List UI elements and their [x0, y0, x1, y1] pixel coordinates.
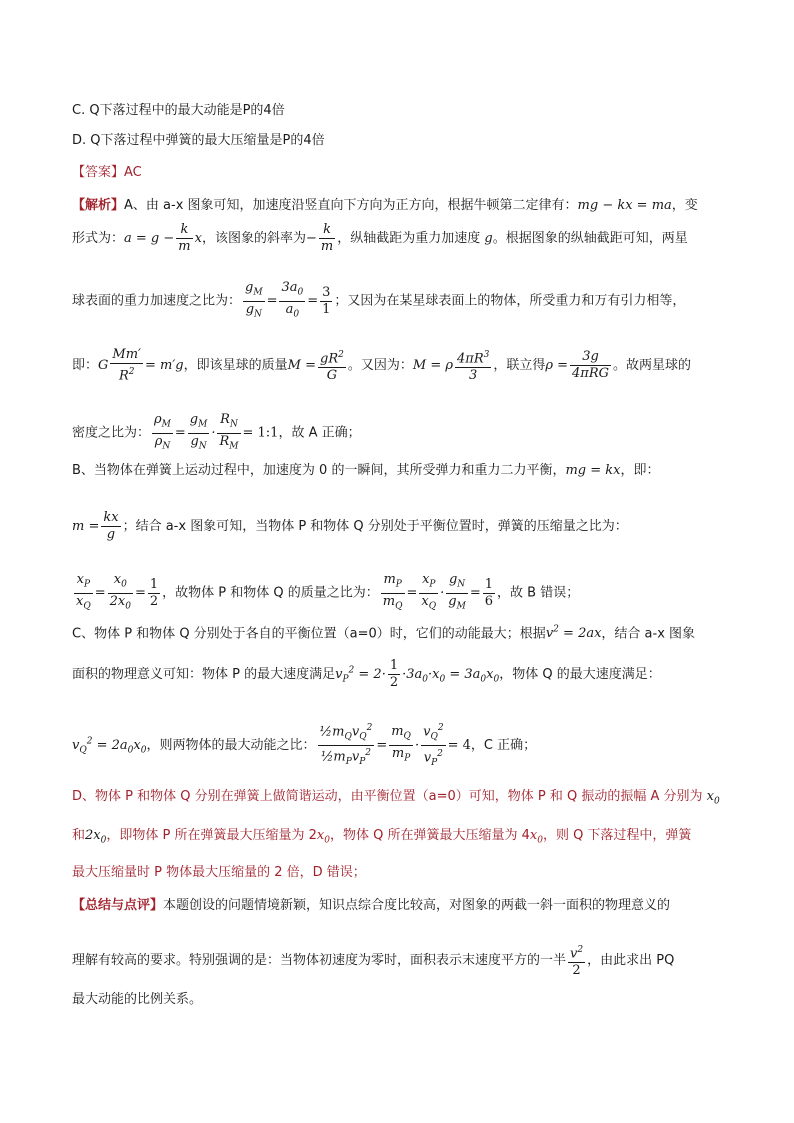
option-c: C. Q下落过程中的最大动能是P的4倍	[72, 103, 285, 118]
analysis-c-line-1: C、物体 P 和物体 Q 分别处于各自的平衡位置（a=0）时，它们的动能最大；根据$v^2 = 2ax$，结合 a-x 图象	[72, 625, 696, 642]
summary-line-2: 理解有较高的要求。特别强调的是：当物体初速度为零时，面积表示末速度平方的一半 $\frac{v^2}{2}$ ，由此求出 PQ	[72, 942, 724, 979]
analysis-label: 【解析】	[72, 198, 125, 213]
summary-line-3: 最大动能的比例关系。	[72, 992, 203, 1007]
analysis-b-line-3: $\frac{x_P}{x_Q}$ = $\frac{x_0}{2x_0}$ = $\frac{1}{2}$ ，故物体 P 和物体 Q 的质量之比为： $\frac{m_P}{m_Q}$ = $\frac{x_P}{x_Q}$ · $\frac{g_N}{g_M}$ = $\frac{1}{6}$ ，故 B 错误；	[76, 572, 580, 612]
analysis-c-line-2: 面积的物理意义可知：物体 P 的最大速度满足$v_P^2 = 2\cdot$ $\frac{1}{2}$ $\cdot 3a_0\cdot x_0 = 3a_0x_0$，物体 Q 的最大速度满足：	[72, 658, 661, 690]
analysis-a-line-4: 即：G $\frac{Mm'}{R^2}$ = m′g，即该星球的质量M = $\frac{gR^2}{G}$ 。又因为：M = ρ $\frac{4\pi R^3}{3}$ ，联立得ρ = 3g 4πRG 。故两星球的	[72, 347, 692, 384]
answer: 【答案】AC	[72, 165, 142, 180]
summary-line-1: 【总结与点评】本题创设的问题情境新颖，知识点综合度比较高，对图象的两截一斜一面积的物理意义的	[72, 898, 671, 913]
formula: mg − kx = ma	[577, 198, 672, 213]
analysis-a-line-5: 密度之比为： $\frac{\rho_M}{\rho_N}$ = $\frac{g_M}{g_N}$ · $\frac{R_N}{R_M}$ = 1:1，故 A 正确；	[72, 412, 361, 452]
analysis-d-line-2: 和$2x_0$，即物体 P 所在弹簧最大压缩量为 $2x_0$，物体 Q 所在弹簧最大压缩量为 $4x_0$，则 Q 下落过程中，弹簧	[72, 828, 692, 846]
analysis-d-line-1: D、物体 P 和物体 Q 分别在弹簧上做简谐运动，由平衡位置（a=0）可知，物体 P 和 Q 振动的振幅 A 分别为 $x_0$	[72, 789, 720, 807]
analysis-b-line-1: B、当物体在弹簧上运动过程中，加速度为 0 的一瞬间，其所受弹力和重力二力平衡，mg = kx，即：	[72, 463, 660, 478]
summary-label: 【总结与点评】	[72, 898, 164, 913]
analysis-b-line-2: m = $\frac{kx}{g}$ ；结合 a-x 图象可知，当物体 P 和物体 Q 分别处于平衡位置时，弹簧的压缩量之比为：	[72, 510, 628, 542]
analysis-a-line-3: 球表面的重力加速度之比为： $\frac{g_M}{g_N}$ = $\frac{3a_0}{a_0}$ = $\frac{3}{1}$ ；又因为在某星球表面上的物体，所受重力和万有引力相等，	[72, 280, 686, 320]
analysis-c-line-3: $v_Q^2 = 2a_0x_0$，则两物体的最大动能之比： $\frac{1}{2}m_Qv_Q^2$ $\frac{1}{2}m_Pv_P^2$ = $\frac{m_Q}{m_P}$ · $\frac{v_Q^2}{v_P^2}$ = 4，C 正确；	[72, 720, 724, 771]
analysis-a-line-1: 【解析】A、由 a-x 图象可知，加速度沿竖直向下方向为正方向，根据牛顿第二定律有：mg − kx = ma，变	[72, 198, 698, 213]
option-d: D. Q下落过程中弹簧的最大压缩量是P的4倍	[72, 133, 325, 148]
analysis-a-line-2: 形式为：a = g − $\frac{k}{m}$ x，该图象的斜率为− $\frac{k}{m}$ ，纵轴截距为重力加速度 g。根据图象的纵轴截距可知，两星	[72, 222, 688, 254]
analysis-d-line-3: 最大压缩量时 P 物体最大压缩量的 2 倍，D 错误；	[72, 865, 366, 880]
